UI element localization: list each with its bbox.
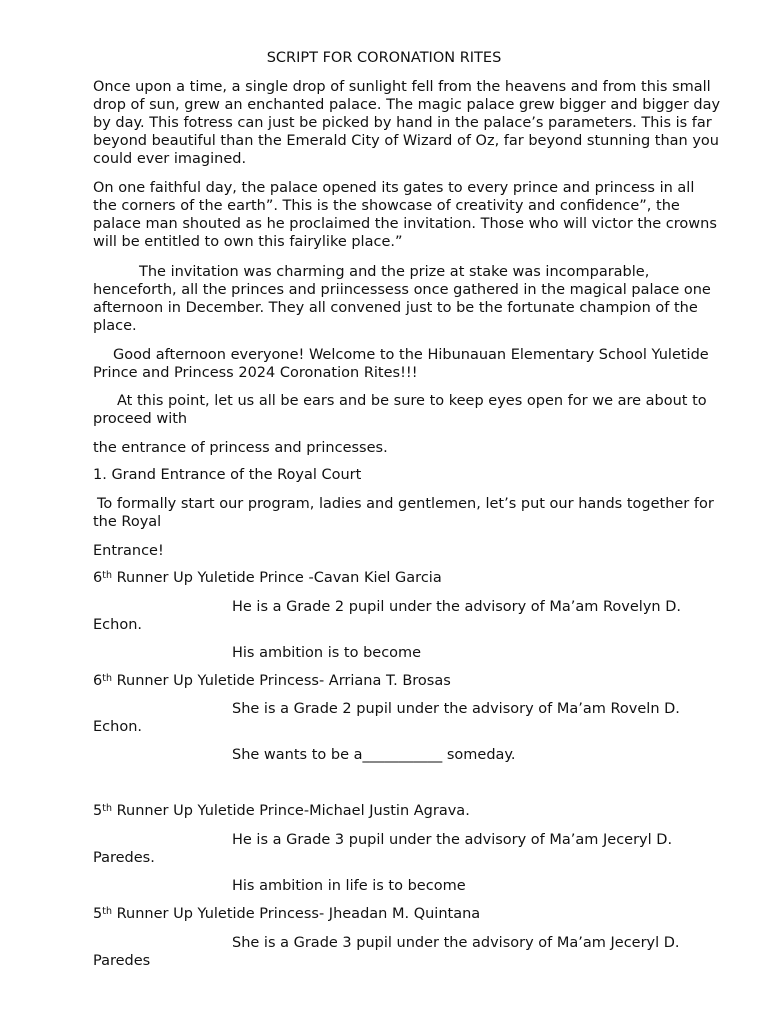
candidate-title: 6th Runner Up Yuletide Princess- Arriana T. Brosas — [93, 673, 451, 689]
entrance-exclamation: Entrance! — [93, 543, 164, 559]
proceed-paragraph: At this point, let us all be ears and be sure to keep eyes open for we are about to proceed with — [93, 393, 707, 427]
candidate-ambition: She wants to be a___________ someday. — [232, 747, 516, 763]
invitation-paragraph: On one faithful day, the palace opened its gates to every prince and princess in all the corners of the earth”. This is the showcase of creativity and confidence”, the palace man shouted as he proclaimed the invitation. Those who will victor the crowns will be entitled to own this fairylike place.” — [93, 180, 717, 250]
document-title: SCRIPT FOR CORONATION RITES — [266, 50, 502, 66]
candidate-title: 5th Runner Up Yuletide Princess- Jheadan M. Quintana — [93, 906, 481, 922]
candidate-title: 5th Runner Up Yuletide Prince-Michael Justin Agrava. — [93, 803, 470, 819]
candidate-ambition: His ambition is to become — [232, 645, 422, 661]
section-heading: 1. Grand Entrance of the Royal Court — [93, 467, 362, 483]
candidate-description: He is a Grade 3 pupil under the advisory of Ma’am Jeceryl D. Paredes. — [93, 832, 673, 866]
candidate-description: She is a Grade 2 pupil under the advisory of Ma’am Roveln D. Echon. — [93, 701, 680, 735]
candidate-description: He is a Grade 2 pupil under the advisory of Ma’am Rovelyn D. Echon. — [93, 599, 681, 633]
gathering-paragraph: The invitation was charming and the prize at stake was incomparable, henceforth, all the princes and priincessess once gathered in the magical palace one afternoon in December. They all convened just to be the fortunate champion of the place. — [93, 264, 711, 334]
candidate-title: 6th Runner Up Yuletide Prince -Cavan Kiel Garcia — [93, 570, 442, 586]
entrance-line: the entrance of princess and princesses. — [93, 440, 388, 456]
candidate-description: She is a Grade 3 pupil under the advisory of Ma’am Jeceryl D. Paredes — [93, 935, 680, 969]
candidate-ambition: His ambition in life is to become — [232, 878, 466, 894]
welcome-paragraph: Good afternoon everyone! Welcome to the Hibunauan Elementary School Yuletide Prince and Princess 2024 Coronation Rites!!! — [93, 347, 709, 381]
program-start-paragraph: To formally start our program, ladies and gentlemen, let’s put our hands together for the Royal — [93, 496, 714, 530]
intro-paragraph: Once upon a time, a single drop of sunlight fell from the heavens and from this small drop of sun, grew an enchanted palace. The magic palace grew bigger and bigger day by day. This fotress can just be picked by hand in the palace’s parameters. This is far beyond beautiful than the Emerald City of Wizard of Oz, far beyond stunning than you could ever imagined. — [93, 79, 721, 167]
